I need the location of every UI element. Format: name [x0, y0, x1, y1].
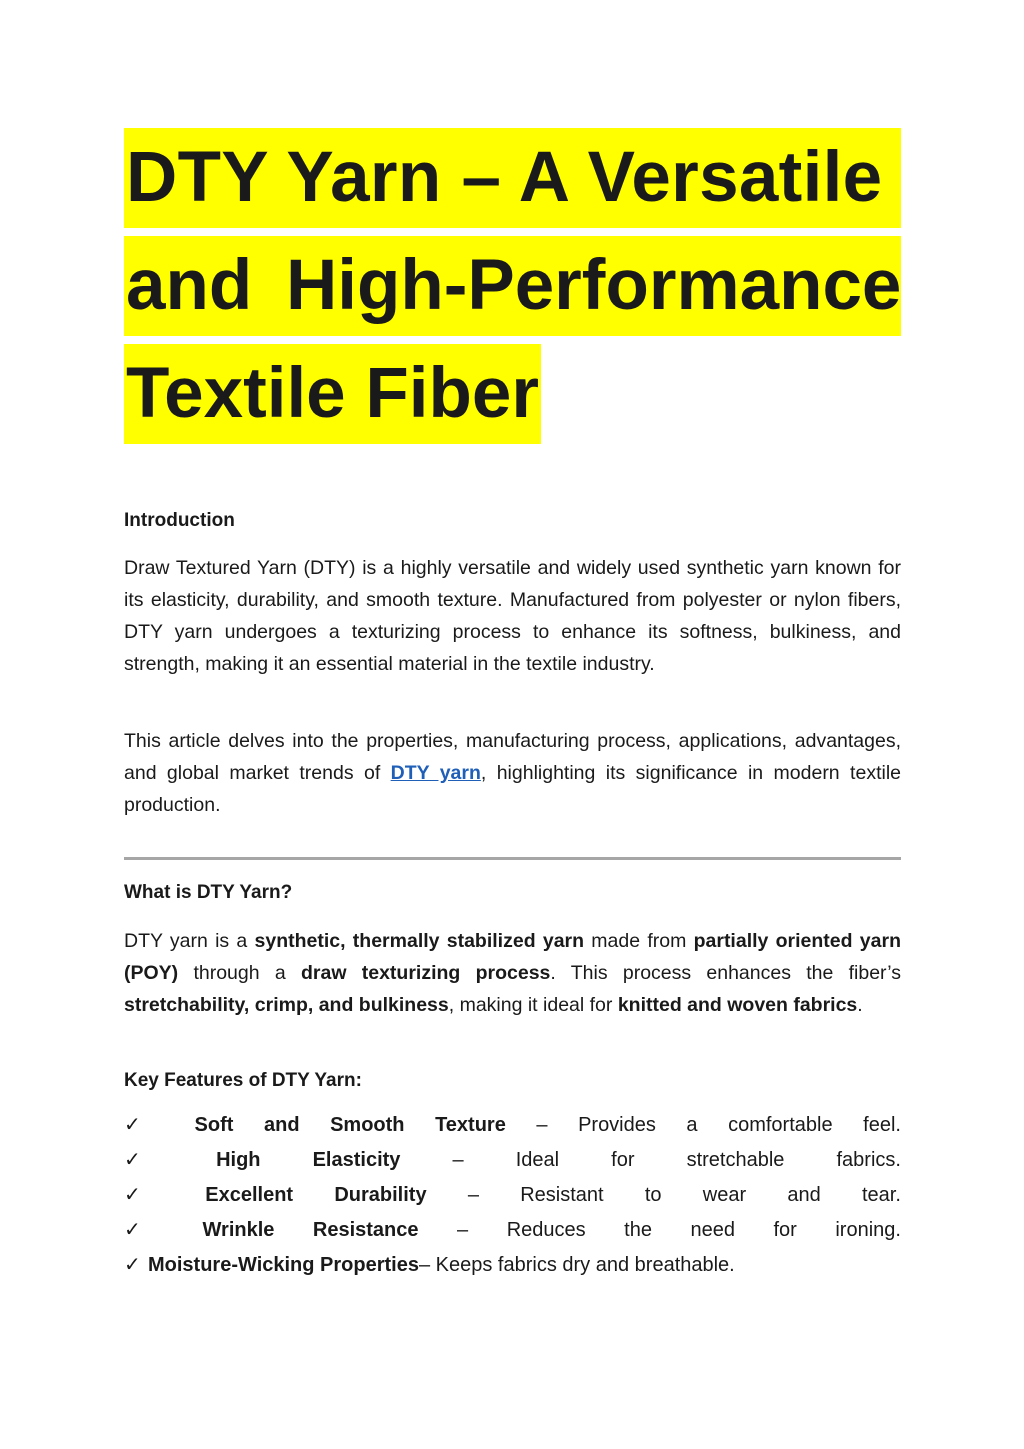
title-line-1: DTY Yarn – A Versatile — [124, 124, 901, 232]
feature-item-durability: ✓ Excellent Durability – Resistant to wear and tear. — [124, 1184, 901, 1206]
introduction-heading: Introduction — [124, 510, 235, 531]
bold-term: stretchability, crimp, and bulkiness — [124, 994, 449, 1016]
feature-item-moisture-wicking: ✓ Moisture-Wicking Properties – Keeps fabrics dry and breathable. — [124, 1254, 735, 1276]
checkmark-icon: ✓ — [124, 1184, 141, 1206]
page-title — [124, 124, 901, 448]
checkmark-icon: ✓ — [124, 1114, 141, 1136]
checkmark-icon: ✓ — [124, 1254, 141, 1276]
document-content — [124, 124, 902, 1276]
intro-p2-text-start: This article delves into the properties, manufacturing process, applications, advantages, and global market trends of — [124, 730, 901, 784]
feature-item-high-elasticity: ✓ High Elasticity – Ideal for stretchable fabrics. — [124, 1149, 901, 1171]
checkmark-icon: ✓ — [124, 1219, 141, 1241]
intro-p2-text-end: , highlighting its significance in modern textile production. — [124, 762, 901, 816]
bold-term: synthetic, thermally stabilized yarn — [254, 930, 585, 952]
title-line-2: and High-Performance — [124, 232, 901, 340]
checkmark-icon: ✓ — [124, 1149, 141, 1171]
intro-paragraph-2 — [124, 725, 901, 821]
dty-yarn-link[interactable]: DTY yarn — [390, 762, 481, 784]
bold-term: knitted and woven fabrics — [617, 994, 858, 1016]
title-line-3: Textile Fiber — [124, 340, 901, 448]
intro-paragraph-1: Draw Textured Yarn (DTY) is a highly versatile and widely used synthetic yarn known for its elasticity, durability, and smooth texture. Manufactured from polyester or nylon fibers, DTY yarn undergoes a texturizing process to enhance its softness, bulkiness, and strength, making it an essential material in the textile industry. — [124, 557, 901, 675]
bold-term: partially oriented yarn (POY) — [124, 930, 901, 984]
what-is-dty-heading: What is DTY Yarn? — [124, 882, 293, 903]
what-is-dty-paragraph: DTY yarn is a synthetic, thermally stabilized yarn made from partially oriented yarn (POY) through a draw texturizing process. This process enhances the fiber’s stretchability, crimp, and bulkiness, making it ideal for knitted and woven fabrics. — [124, 930, 901, 1016]
key-features-heading: Key Features of DTY Yarn: — [124, 1070, 362, 1091]
feature-item-wrinkle-resistance: ✓ Wrinkle Resistance – Reduces the need for ironing. — [124, 1219, 901, 1241]
bold-term: draw texturizing process — [300, 962, 551, 984]
section-divider — [124, 857, 901, 860]
feature-list — [124, 1112, 901, 1287]
feature-item-soft-texture: ✓ Soft and Smooth Texture – Provides a comfortable feel. — [124, 1114, 901, 1136]
